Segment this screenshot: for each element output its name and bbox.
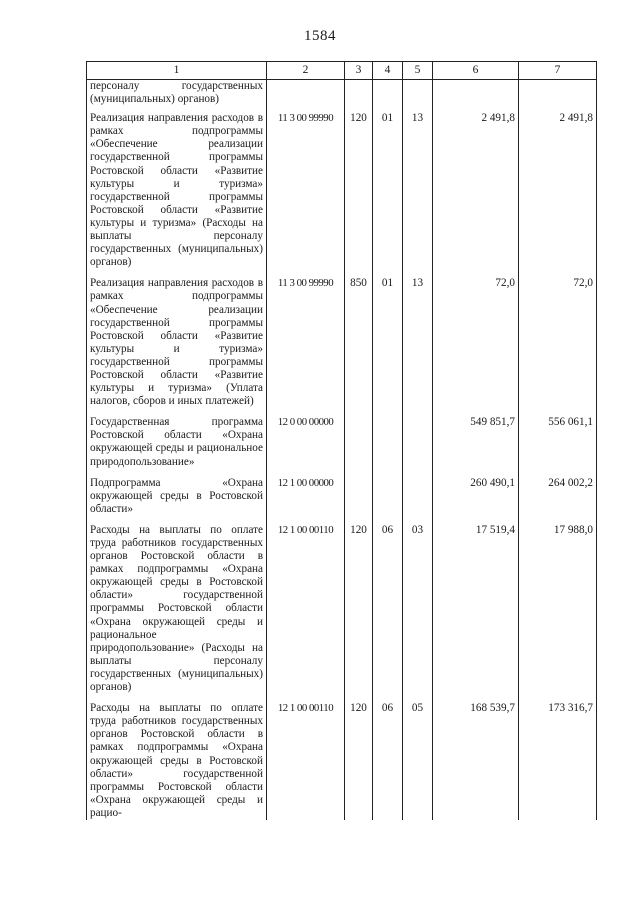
row-name: Расходы на выплаты по оплате труда работников государственных органов Ростовской области в рамках подпрограммы «Охрана окружающей среды в Ростовской области» государственной программы Ростовской области «Охрана окружающей среды и рацио- xyxy=(87,702,267,820)
row-sum-1: 72,0 xyxy=(433,277,519,416)
row-sum-2: 264 002,2 xyxy=(519,477,597,524)
row-pr: 13 xyxy=(403,277,433,416)
row-vr: 120 xyxy=(345,112,373,277)
row-rz xyxy=(373,477,403,524)
row-sum-2: 72,0 xyxy=(519,277,597,416)
table-row xyxy=(87,477,597,524)
row-sum-2: 556 061,1 xyxy=(519,416,597,476)
row-code: 11 3 00 99990 xyxy=(267,277,345,416)
row-name: Реализация направления расходов в рамках подпрограммы «Обеспечение реализации государственной программы Ростовской области «Развитие культуры и туризма» государственной программы Ростовской области «Развитие культуры и туризма» (Расходы на выплаты персоналу государственных (муниципальных) органов) xyxy=(87,112,267,277)
row-pr xyxy=(403,80,433,113)
row-pr: 03 xyxy=(403,524,433,702)
header-col-2: 2 xyxy=(267,62,345,80)
page-number: 1584 xyxy=(304,28,336,44)
row-rz xyxy=(373,80,403,113)
row-code: 12 0 00 00000 xyxy=(267,416,345,476)
row-vr: 850 xyxy=(345,277,373,416)
header-col-6: 6 xyxy=(433,62,519,80)
header-col-7: 7 xyxy=(519,62,597,80)
row-sum-2: 173 316,7 xyxy=(519,702,597,820)
row-sum-1: 17 519,4 xyxy=(433,524,519,702)
row-sum-2: 2 491,8 xyxy=(519,112,597,277)
table-row xyxy=(87,80,597,113)
row-sum-1: 168 539,7 xyxy=(433,702,519,820)
budget-table xyxy=(86,61,597,820)
row-pr xyxy=(403,477,433,524)
row-vr: 120 xyxy=(345,524,373,702)
table-row xyxy=(87,277,597,416)
row-rz: 06 xyxy=(373,702,403,820)
row-pr xyxy=(403,416,433,476)
row-sum-1 xyxy=(433,80,519,113)
row-rz xyxy=(373,416,403,476)
row-name: Государственная программа Ростовской области «Охрана окружающей среды и рациональное природопользование» xyxy=(87,416,267,476)
row-rz: 01 xyxy=(373,277,403,416)
row-sum-1: 2 491,8 xyxy=(433,112,519,277)
table-row xyxy=(87,702,597,820)
row-sum-1: 260 490,1 xyxy=(433,477,519,524)
row-sum-2 xyxy=(519,80,597,113)
header-col-1: 1 xyxy=(87,62,267,80)
header-col-4: 4 xyxy=(373,62,403,80)
row-name: Расходы на выплаты по оплате труда работников государственных органов Ростовской области в рамках подпрограммы «Охрана окружающей среды в Ростовской области» государственной программы Ростовской области «Охрана окружающей среды и рациональное природопользование» (Расходы на выплаты персоналу государственных (муниципальных) органов) xyxy=(87,524,267,702)
table-row xyxy=(87,524,597,702)
row-code: 12 1 00 00000 xyxy=(267,477,345,524)
row-pr: 13 xyxy=(403,112,433,277)
table-row xyxy=(87,112,597,277)
header-row xyxy=(87,62,597,80)
row-name: Подпрограмма «Охрана окружающей среды в Ростовской области» xyxy=(87,477,267,524)
row-code: 12 1 00 00110 xyxy=(267,702,345,820)
row-name: Реализация направления расходов в рамках подпрограммы «Обеспечение реализации государственной программы Ростовской области «Развитие культуры и туризма» государственной программы Ростовской области «Развитие культуры и туризма» (Уплата налогов, сборов и иных платежей) xyxy=(87,277,267,416)
row-rz: 01 xyxy=(373,112,403,277)
table-row xyxy=(87,416,597,476)
row-code: 12 1 00 00110 xyxy=(267,524,345,702)
row-code: 11 3 00 99990 xyxy=(267,112,345,277)
header-col-5: 5 xyxy=(403,62,433,80)
row-sum-2: 17 988,0 xyxy=(519,524,597,702)
row-vr xyxy=(345,477,373,524)
header-col-3: 3 xyxy=(345,62,373,80)
row-rz: 06 xyxy=(373,524,403,702)
row-vr xyxy=(345,80,373,113)
row-sum-1: 549 851,7 xyxy=(433,416,519,476)
row-pr: 05 xyxy=(403,702,433,820)
row-vr xyxy=(345,416,373,476)
row-code xyxy=(267,80,345,113)
row-name: персоналу государственных (муниципальных) органов) xyxy=(87,80,267,113)
row-vr: 120 xyxy=(345,702,373,820)
